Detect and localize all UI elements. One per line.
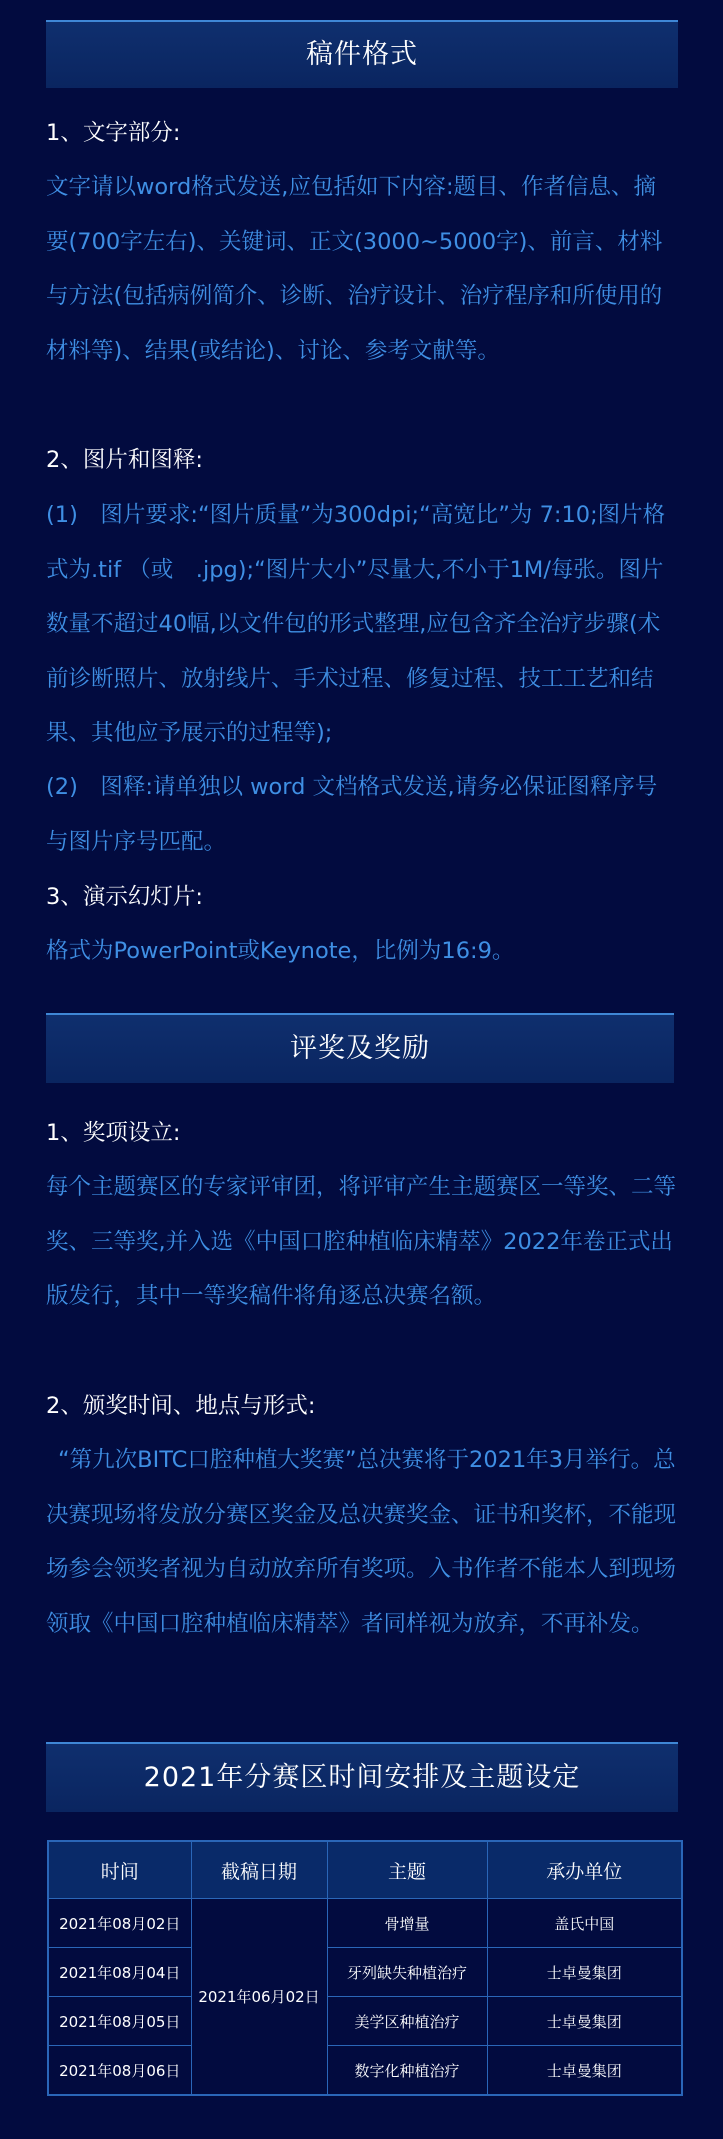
paragraph-slides-body: 格式为PowerPoint或Keynote，比例为16:9。 (46, 938, 515, 964)
cell-theme: 美学区种植治疗 (327, 1997, 487, 2046)
section-banner-schedule (46, 1742, 678, 1812)
paragraph-ceremony-body: “第九次BITC口腔种植大奖赛”总决赛将于2021年3月举行。总决赛现场将发放分赛区奖金及总决赛奖金、证书和奖杯，不能现场参会领奖者视为自动放弃所有奖项。入书作者不能本人到现场领取《中国口腔种植临床精萃》者同样视为放弃，不再补发。 (46, 1447, 677, 1637)
section-banner-awards (46, 1013, 674, 1083)
section-title: 评奖及奖励 (290, 1033, 430, 1064)
cell-organizer: 士卓曼集团 (487, 2046, 682, 2096)
table-row (48, 1948, 682, 1997)
table-row (48, 1899, 682, 1948)
cell-organizer: 士卓曼集团 (487, 1997, 682, 2046)
cell-deadline: 2021年06月02日 (191, 1899, 327, 2096)
header-organizer: 承办单位 (487, 1841, 682, 1899)
cell-date: 2021年08月04日 (48, 1948, 191, 1997)
paragraph-awards-body: 每个主题赛区的专家评审团，将评审产生主题赛区一等奖、二等奖、三等奖,并入选《中国口腔种植临床精萃》2022年卷正式出版发行，其中一等奖稿件将角逐总决赛名额。 (46, 1174, 677, 1309)
schedule-table (47, 1840, 683, 2096)
header-deadline: 截稿日期 (191, 1841, 327, 1899)
header-time: 时间 (48, 1841, 191, 1899)
paragraph-image-captions: (2) 图释:请单独以 word 文档格式发送,请务必保证图释序号与图片序号匹配。 (46, 774, 658, 855)
paragraph-image-requirements: (1) 图片要求:“图片质量”为300dpi;“高宽比”为 7:10;图片格式为.tif （或 .jpg);“图片大小”尽量大,不小于1M/每张。图片数量不超过40幅,以文件包的形式整理,应包含齐全治疗步骤(术前诊断照片、放射线片、手术过程、修复过程、技工工艺和结果、其他应予展示的过程等); (46, 502, 666, 746)
paragraph-ceremony-heading: 2、颁奖时间、地点与形式: (46, 1393, 316, 1419)
paragraph-awards-heading: 1、奖项设立: (46, 1120, 181, 1146)
section-title: 稿件格式 (306, 39, 418, 70)
paragraph-images-heading: 2、图片和图释: (46, 447, 203, 473)
table-row (48, 1997, 682, 2046)
section-banner-manuscript-format (46, 20, 678, 88)
paragraph-text-part-body: 文字请以word格式发送,应包括如下内容:题目、作者信息、摘要(700字左右)、关键词、正文(3000~5000字)、前言、材料与方法(包括病例简介、诊断、治疗设计、治疗程序和所使用的材料等)、结果(或结论)、讨论、参考文献等。 (46, 174, 663, 364)
cell-theme: 数字化种植治疗 (327, 2046, 487, 2096)
cell-organizer: 盖氏中国 (487, 1899, 682, 1948)
cell-theme: 骨增量 (327, 1899, 487, 1948)
table-header-row (48, 1841, 682, 1899)
paragraph-text-part-heading: 1、文字部分: (46, 120, 181, 146)
cell-organizer: 士卓曼集团 (487, 1948, 682, 1997)
cell-theme: 牙列缺失种植治疗 (327, 1948, 487, 1997)
paragraph-slides-heading: 3、演示幻灯片: (46, 884, 203, 910)
table-row (48, 2046, 682, 2096)
section-title: 2021年分赛区时间安排及主题设定 (143, 1762, 581, 1793)
cell-date: 2021年08月06日 (48, 2046, 191, 2096)
cell-date: 2021年08月05日 (48, 1997, 191, 2046)
header-theme: 主题 (327, 1841, 487, 1899)
cell-date: 2021年08月02日 (48, 1899, 191, 1948)
